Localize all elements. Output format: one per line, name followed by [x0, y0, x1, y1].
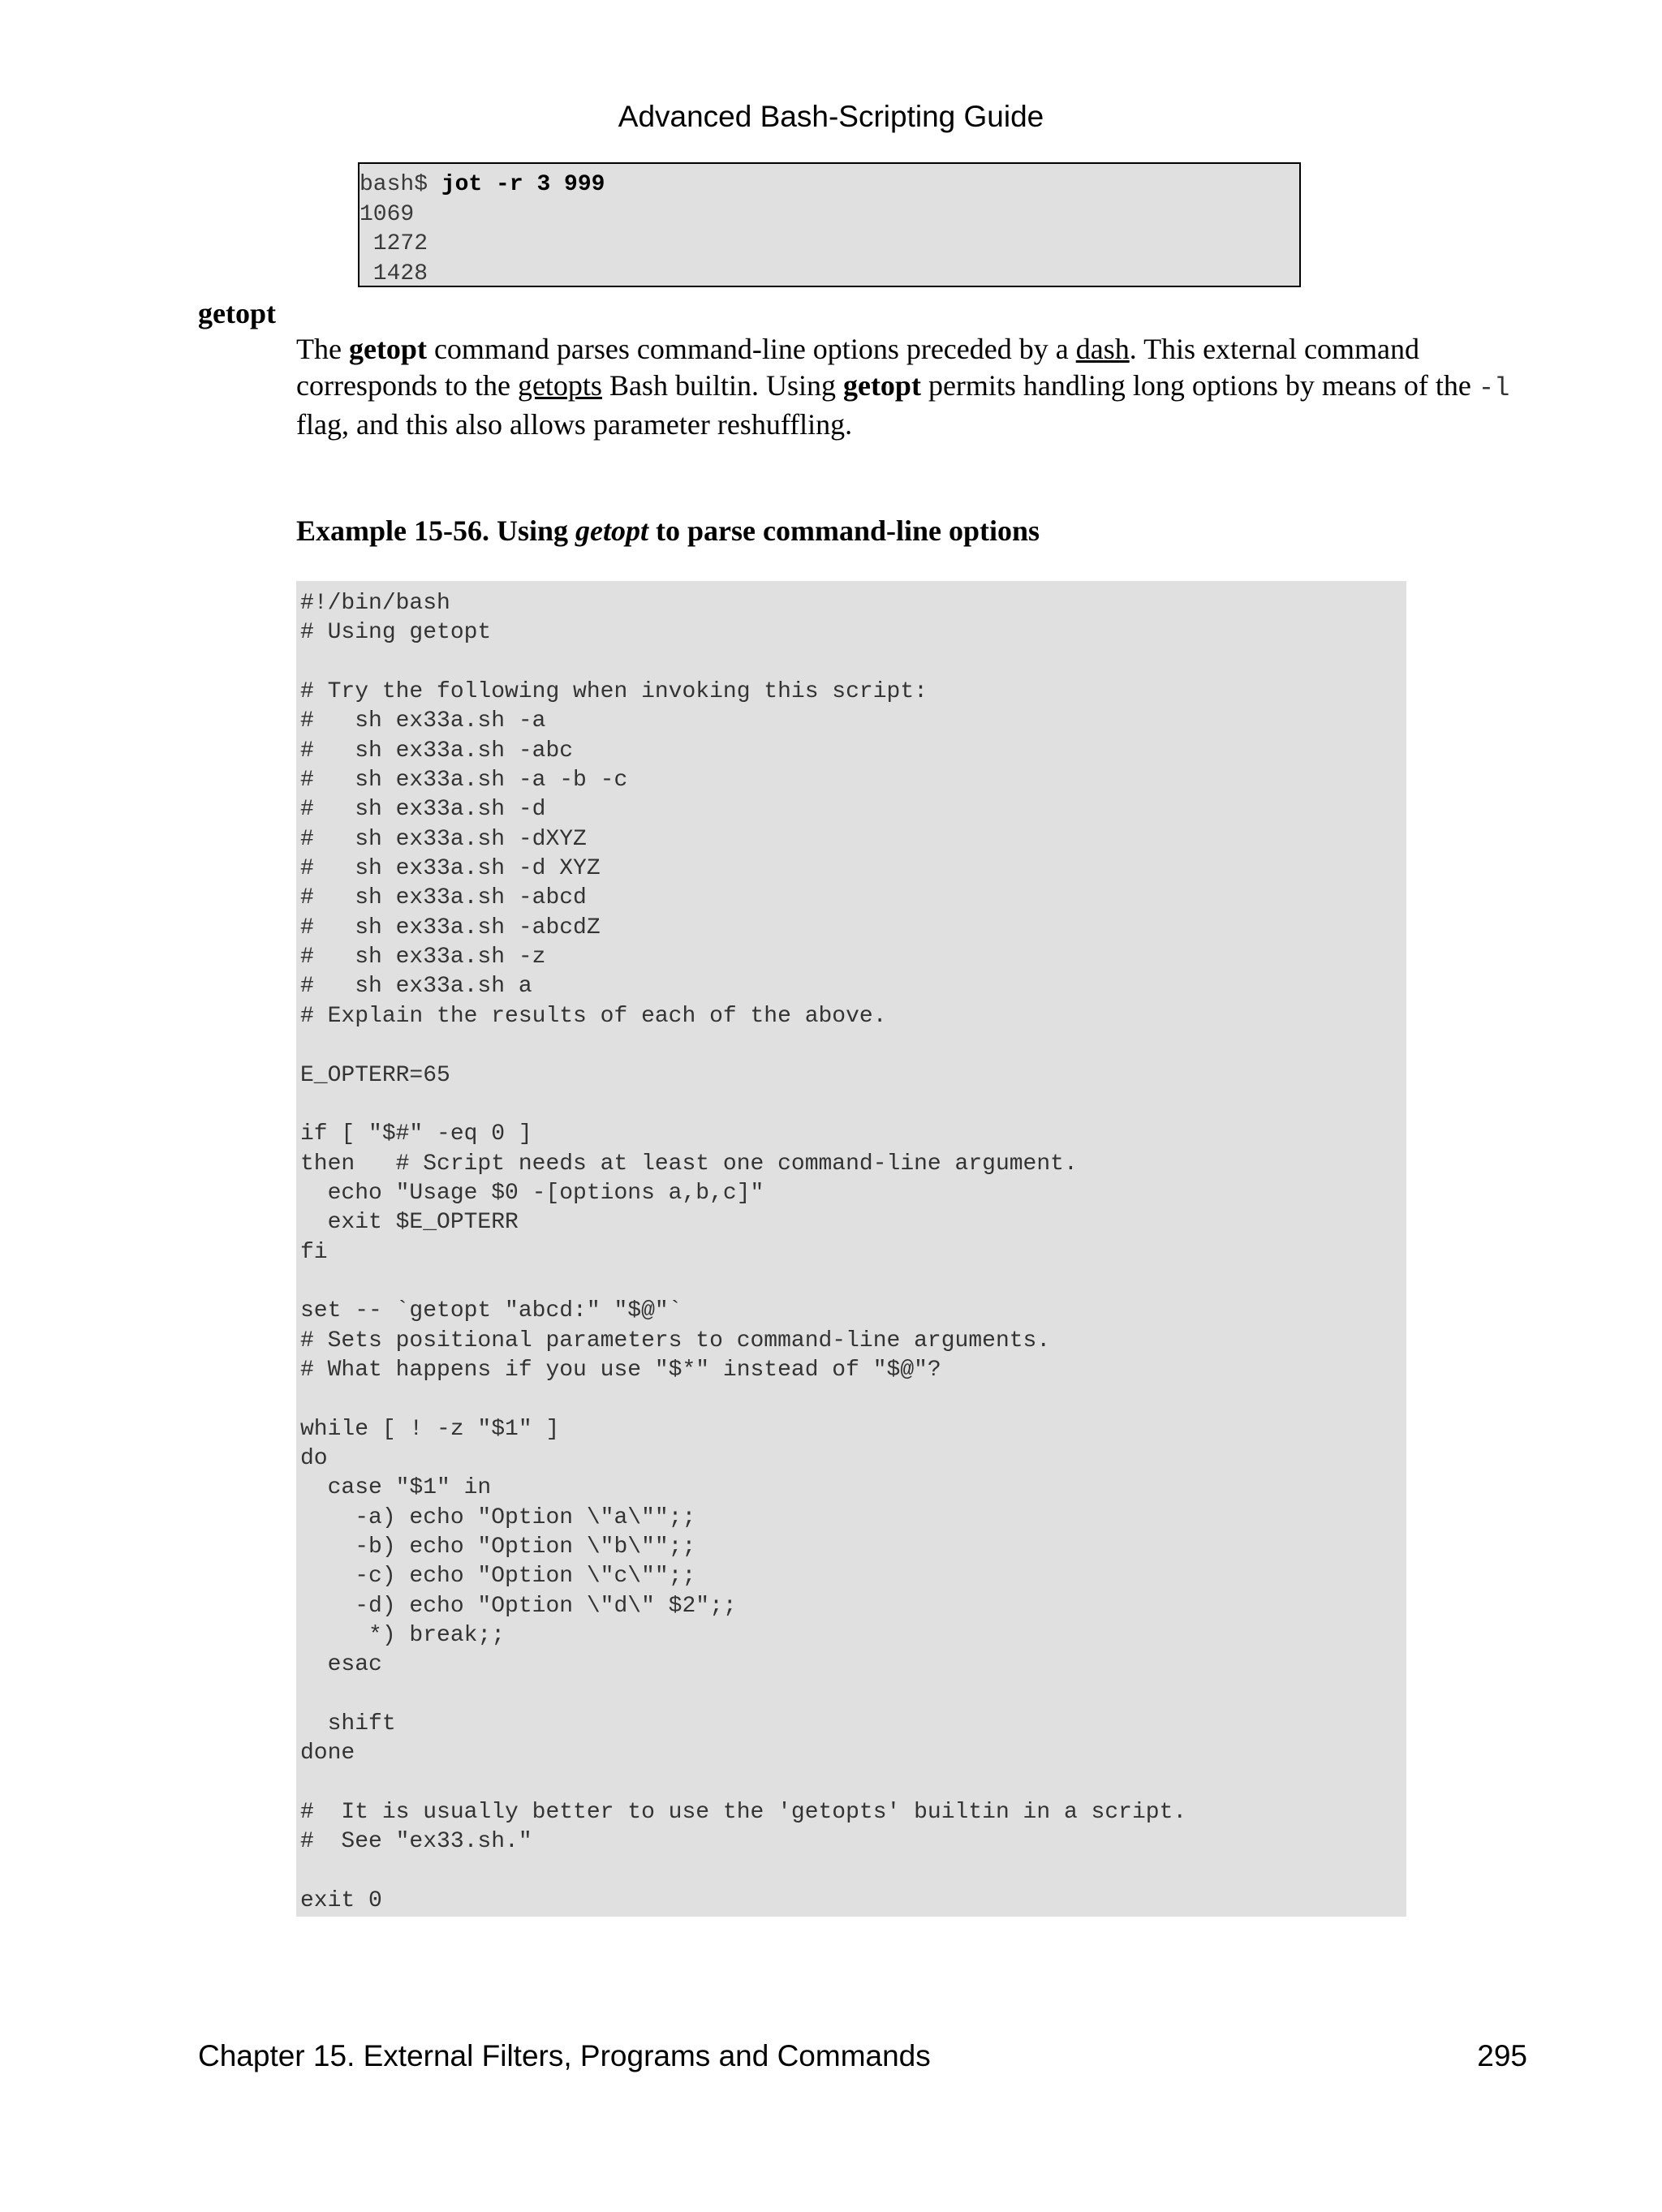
- code-line: # Try the following when invoking this script:: [300, 679, 928, 705]
- code-line: E_OPTERR=65: [300, 1062, 450, 1088]
- code-line: then # Script needs at least one command-line argument.: [300, 1151, 1078, 1177]
- shell-output-line: 1428: [360, 260, 428, 286]
- code-line: # What happens if you use "$*" instead of "$@"?: [300, 1357, 941, 1383]
- code-line: -b) echo "Option \"b\"";;: [300, 1534, 696, 1560]
- code-line: *) break;;: [300, 1623, 506, 1649]
- definition-text: flag, and this also allows parameter reshuffling.: [296, 408, 853, 441]
- code-line: while [ ! -z "$1" ]: [300, 1416, 560, 1442]
- term-heading: getopt: [198, 297, 276, 329]
- code-line: echo "Usage $0 -[options a,b,c]": [300, 1180, 764, 1206]
- code-line: [300, 1681, 1406, 1710]
- footer-chapter: Chapter 15. External Filters, Programs and Commands: [198, 2039, 931, 2072]
- code-line: exit $E_OPTERR: [300, 1210, 519, 1236]
- shell-output-line: 1272: [360, 231, 428, 256]
- code-line: # sh ex33a.sh -dXYZ: [300, 826, 587, 852]
- code-line: # sh ex33a.sh a: [300, 974, 532, 1000]
- code-line: # sh ex33a.sh -abcd: [300, 885, 587, 911]
- example-title: [296, 513, 1040, 549]
- code-line: fi: [300, 1239, 328, 1265]
- dash-link[interactable]: dash: [1075, 333, 1130, 365]
- code-line: [300, 1385, 1406, 1414]
- code-line: # sh ex33a.sh -a: [300, 708, 546, 734]
- definition-text: The: [296, 333, 349, 365]
- code-line: # Sets positional parameters to command-line arguments.: [300, 1328, 1051, 1353]
- code-line: # sh ex33a.sh -z: [300, 945, 546, 970]
- code-line: -a) echo "Option \"a\"";;: [300, 1504, 696, 1530]
- flag-code: -l: [1478, 373, 1510, 403]
- code-line: [300, 648, 1406, 678]
- code-line: # sh ex33a.sh -d: [300, 797, 546, 823]
- code-line: # See "ex33.sh.": [300, 1829, 532, 1855]
- command-name: getopt: [348, 333, 427, 365]
- shell-prompt: bash$: [360, 172, 441, 197]
- getopts-link[interactable]: getopts: [517, 369, 602, 402]
- shell-command-line: [360, 170, 1299, 200]
- code-line: # Explain the results of each of the above.: [300, 1003, 887, 1029]
- page-header: Advanced Bash-Scripting Guide: [618, 100, 1044, 133]
- code-line: exit 0: [300, 1888, 382, 1914]
- definition-paragraph: [296, 331, 1530, 443]
- example-title-command: getopt: [575, 514, 649, 547]
- code-line: # Using getopt: [300, 620, 492, 646]
- code-listing: [296, 581, 1406, 1917]
- code-line: [300, 1769, 1406, 1798]
- code-line: -c) echo "Option \"c\"";;: [300, 1564, 696, 1590]
- code-line: shift: [300, 1711, 396, 1737]
- code-line: done: [300, 1741, 355, 1767]
- definition-text: permits handling long options by means of the: [920, 369, 1479, 402]
- code-line: if [ "$#" -eq 0 ]: [300, 1121, 532, 1147]
- code-line: # sh ex33a.sh -a -b -c: [300, 768, 628, 794]
- code-line: # sh ex33a.sh -d XYZ: [300, 856, 601, 882]
- code-line: [300, 1031, 1406, 1061]
- shell-command: jot -r 3 999: [441, 172, 605, 197]
- definition-text: Bash builtin. Using: [601, 369, 843, 402]
- command-name: getopt: [842, 369, 921, 402]
- code-line: #!/bin/bash: [300, 591, 450, 616]
- example-title-suffix: to parse command-line options: [648, 514, 1040, 547]
- code-line: [300, 1267, 1406, 1297]
- shell-example-box: [358, 162, 1301, 287]
- code-line: set -- `getopt "abcd:" "$@"`: [300, 1298, 682, 1324]
- shell-output-line: 1069: [360, 201, 415, 227]
- page-number: 295: [1477, 2039, 1527, 2072]
- code-line: # It is usually better to use the 'getopts' builtin in a script.: [300, 1800, 1187, 1826]
- code-line: [300, 1857, 1406, 1887]
- code-line: [300, 1091, 1406, 1120]
- example-title-prefix: Example 15-56. Using: [296, 514, 576, 547]
- code-line: -d) echo "Option \"d\" $2";;: [300, 1593, 737, 1619]
- code-line: case "$1" in: [300, 1475, 492, 1501]
- definition-text: command parses command-line options preceded by a: [426, 333, 1076, 365]
- definition-text: . This external command corresponds to the: [296, 333, 1419, 402]
- code-line: do: [300, 1445, 328, 1471]
- code-line: esac: [300, 1652, 382, 1678]
- code-line: # sh ex33a.sh -abcdZ: [300, 914, 601, 940]
- code-line: # sh ex33a.sh -abc: [300, 738, 574, 764]
